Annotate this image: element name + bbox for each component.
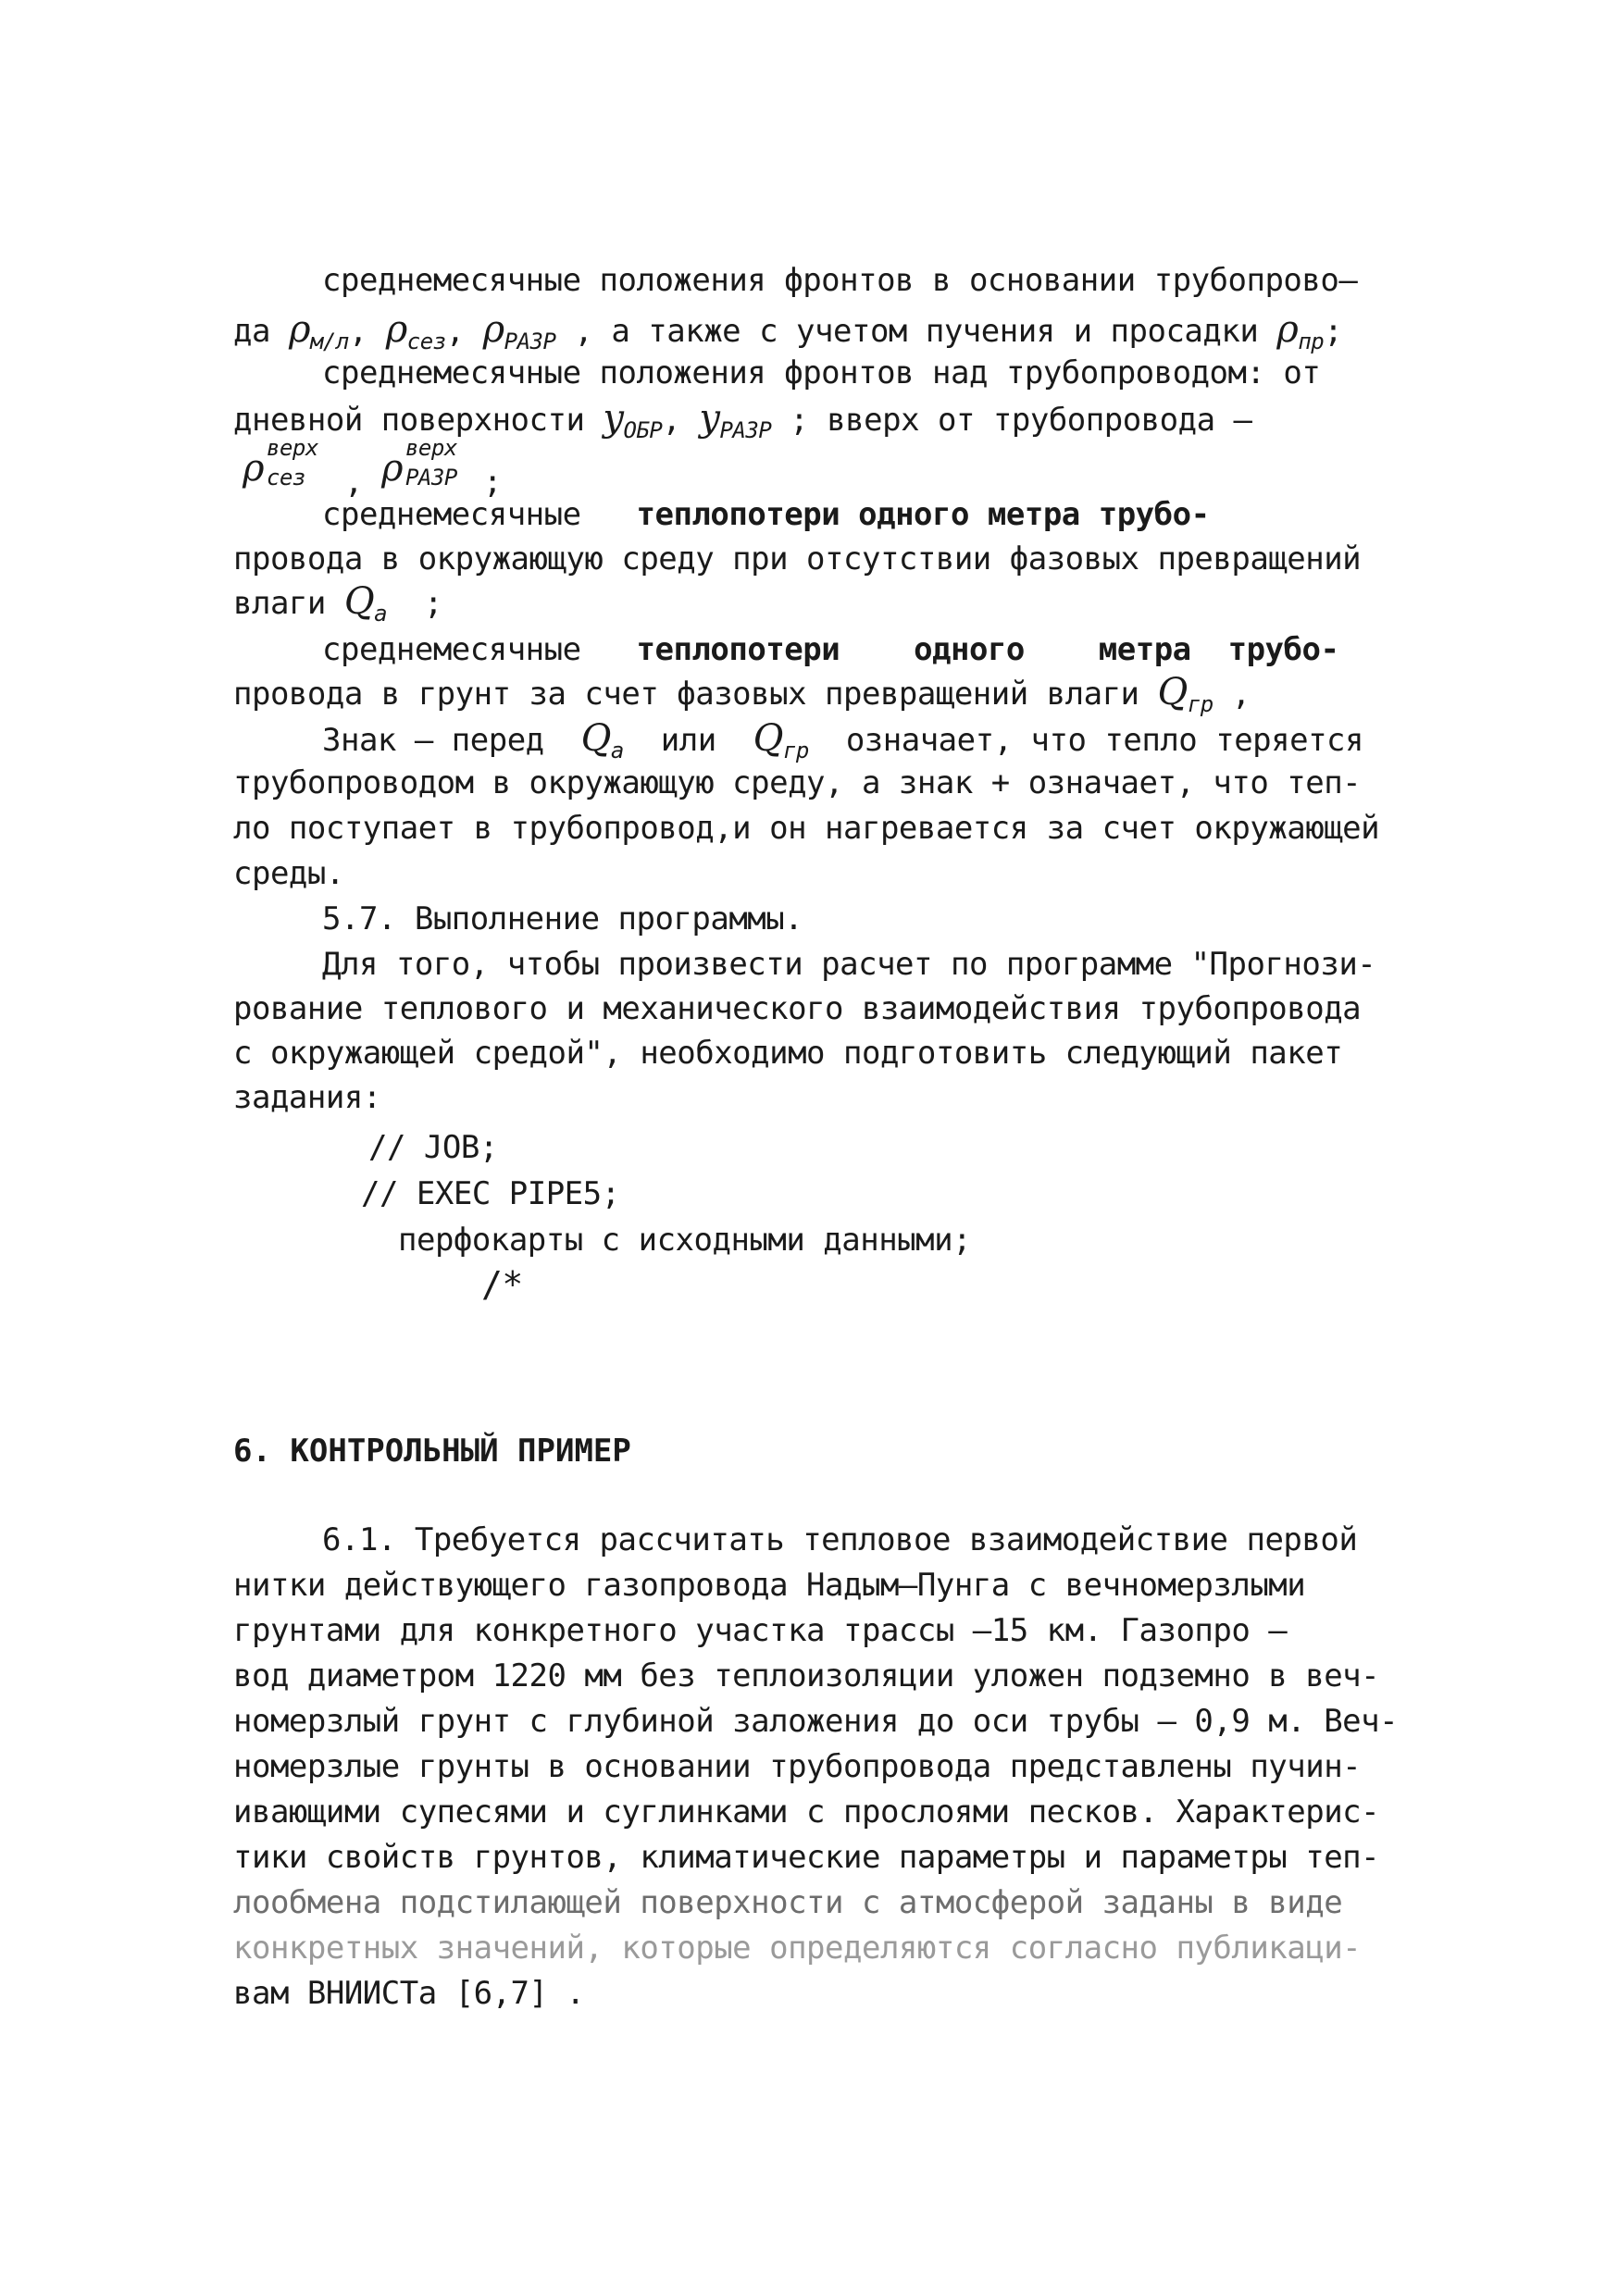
text-line: грунтами для конкретного участка трассы –15 км. Газопро – (233, 1612, 1288, 1649)
text-line: среднемесячные положения фронтов в основании трубопрово– (322, 262, 1358, 299)
text-line: влаги $Q_a$ ; (233, 580, 443, 627)
code-line: // JOB; (368, 1129, 498, 1166)
text-line: трубопроводом в окружающую среду, а знак + означает, что теп- (233, 764, 1362, 801)
text-line: ρ верх сез , ρ верх РАЗР ; (243, 435, 502, 501)
code-line: /* (481, 1264, 523, 1305)
text-line: лообмена подстилающей поверхности с атмосферой заданы в виде (233, 1884, 1343, 1921)
text-line: тики свойств грунтов, климатические параметры и параметры теп- (233, 1839, 1380, 1876)
text-line: среды. (233, 855, 344, 892)
text-line: конкретных значений, которые определяются согласно публикаци- (233, 1930, 1362, 1967)
text-line: провода в окружающую среду при отсутствии фазовых превращений (233, 540, 1362, 577)
text-line: номерзлый грунт с глубиной заложения до оси трубы – 0,9 м. Веч- (233, 1703, 1399, 1740)
text-line: среднемесячные теплопотери одного метра трубо- (322, 631, 1339, 668)
text-line: с окружающей средой", необходимо подготовить следующий пакет (233, 1035, 1343, 1072)
text-line: вам ВНИИСТа [6,7] . (233, 1975, 585, 2012)
text-line: провода в грунт за счет фазовых превращений влаги $Q_{гр}$ , (233, 671, 1251, 717)
section-heading: 6. КОНТРОЛЬНЫЙ ПРИМЕР (233, 1433, 631, 1470)
text-line: Знак – перед $Q_a$ или $Q_{гр}$ означает, что тепло теряется (322, 717, 1363, 763)
section-subtitle: 5.7. Выполнение программы. (322, 900, 803, 937)
text-line: да $\rho_{м/л}$, $\rho_{сез}$, $\rho_{РАЗР}$ , а также с учетом пучения и просадки $\rho_{пр}$; (233, 308, 1343, 354)
text-line: среднемесячные положения фронтов над трубопроводом: от (322, 354, 1321, 391)
text-line: вод диаметром 1220 мм без теплоизоляции уложен подземно в веч- (233, 1657, 1380, 1694)
code-line: // EXEC PIPE5; (361, 1175, 620, 1212)
text-line: Для того, чтобы произвести расчет по программе "Прогнози- (322, 946, 1376, 983)
code-line: перфокарты с исходными данными; (398, 1222, 972, 1259)
text-line: ивающими супесями и суглинками с прослоями песков. Характерис- (233, 1793, 1380, 1831)
text-line: нитки действующего газопровода Надым–Пунга с вечномерзлыми (233, 1567, 1306, 1604)
text-line: среднемесячные теплопотери одного метра трубо- (322, 496, 1210, 533)
text-line: рование теплового и механического взаимодействия трубопровода (233, 990, 1362, 1027)
text-line: номерзлые грунты в основании трубопровода представлены пучин- (233, 1748, 1362, 1785)
text-line: ло поступает в трубопровод,и он нагревается за счет окружающей (233, 810, 1380, 847)
text-line: 6.1. Требуется рассчитать тепловое взаимодействие первой (322, 1521, 1358, 1558)
text-line: задания: (233, 1079, 381, 1116)
text-line: дневной поверхности $y_{ОБР}$, $y_{РАЗР}$ ; вверх от трубопровода – (233, 397, 1252, 443)
